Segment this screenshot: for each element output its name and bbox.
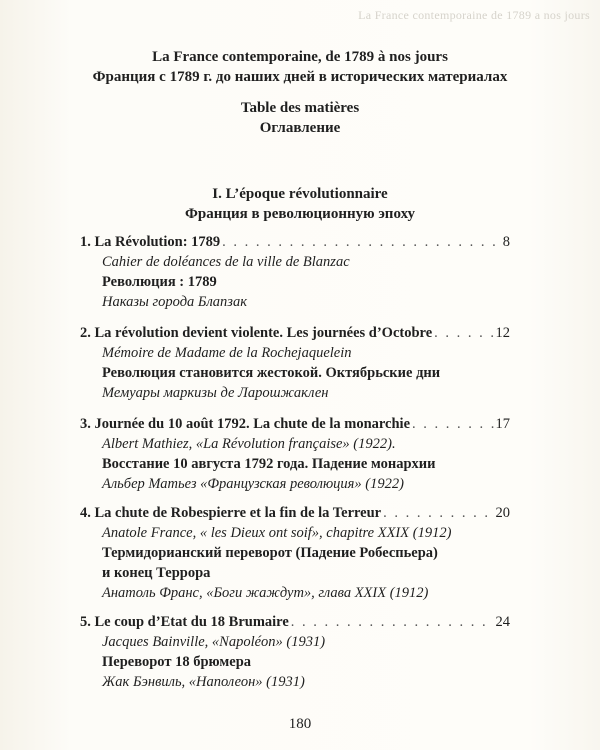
toc-heading-ru: Оглавление <box>259 120 341 136</box>
title-ru: Восстание 10 августа 1792 года. Падение монархии <box>102 456 436 472</box>
source-ru: Мемуары маркизы де Ларошжаклен <box>102 385 329 401</box>
part-heading-fr: I. L’époque révolutionnaire <box>212 186 388 202</box>
toc-entry[interactable] <box>80 503 510 603</box>
toc-entry-page: 12 <box>495 325 510 341</box>
title-ru: Переворот 18 брюмера <box>102 654 252 670</box>
source-ru: Жак Бэнвиль, «Наполеон» (1931) <box>102 674 305 690</box>
toc-entry-title: 2. La révolution devient violente. Les journées d’Octobre <box>80 325 433 341</box>
leader-dots <box>412 414 493 434</box>
toc-entry-title: 5. Le coup d’Etat du 18 Brumaire <box>80 614 289 630</box>
title-ru: Революция : 1789 <box>102 274 217 290</box>
toc-entry-page: 17 <box>495 416 510 432</box>
leader-dots <box>222 232 501 252</box>
toc-heading-fr: Table des matières <box>240 100 360 116</box>
part-heading-ru: Франция в революционную эпоху <box>184 206 415 222</box>
source-fr: Cahier de doléances de la ville de Blanzac <box>102 254 350 270</box>
toc-heading <box>0 98 600 138</box>
bleed-through-text: La France contemporaine de 1789 a nos jours <box>358 8 590 22</box>
book-title <box>0 47 600 87</box>
toc-entry-page: 20 <box>495 505 510 521</box>
toc-entry-page: 8 <box>502 234 510 250</box>
leader-dots <box>291 612 494 632</box>
source-ru: Анатоль Франс, «Боги жаждут», глава XXIX (1912) <box>102 585 429 601</box>
toc-entry-page: 24 <box>495 614 510 630</box>
title-ru: Революция становится жестокой. Октябрьские дни <box>102 365 441 381</box>
leader-dots <box>434 323 493 343</box>
source-ru: Альбер Матьез «Французская революция» (1922) <box>102 476 404 492</box>
toc-entry[interactable] <box>80 232 510 312</box>
toc-entry-title: 3. Journée du 10 août 1792. La chute de la monarchie <box>80 416 411 432</box>
title-ru: Термидорианский переворот (Падение Робеспьера) <box>102 545 438 561</box>
source-fr: Mémoire de Madame de la Rochejaquelein <box>102 345 352 361</box>
source-fr: Jacques Bainville, «Napoléon» (1931) <box>102 634 326 650</box>
source-ru: Наказы города Блanзак <box>102 294 247 310</box>
leader-dots <box>383 503 493 523</box>
book-title-fr: La France contemporaine, de 1789 à nos jours <box>152 49 448 65</box>
book-title-ru: Франция с 1789 г. до наших дней в исторических материалах <box>92 69 508 85</box>
toc-entry-title: 1. La Révolution: 1789 <box>80 234 221 250</box>
toc-entry[interactable] <box>80 414 510 494</box>
source-fr: Albert Mathiez, «La Révolution française» (1922). <box>102 436 396 452</box>
source-fr: Anatole France, « les Dieux ont soif», chapitre XXIX (1912) <box>102 525 452 541</box>
page-number: 180 <box>288 716 312 732</box>
title-ru-continued: и конец Террора <box>102 565 211 581</box>
part-heading <box>0 184 600 224</box>
toc-entry[interactable] <box>80 323 510 403</box>
toc-entry[interactable] <box>80 612 510 692</box>
toc-entry-title: 4. La chute de Robespierre et la fin de la Terreur <box>80 505 382 521</box>
